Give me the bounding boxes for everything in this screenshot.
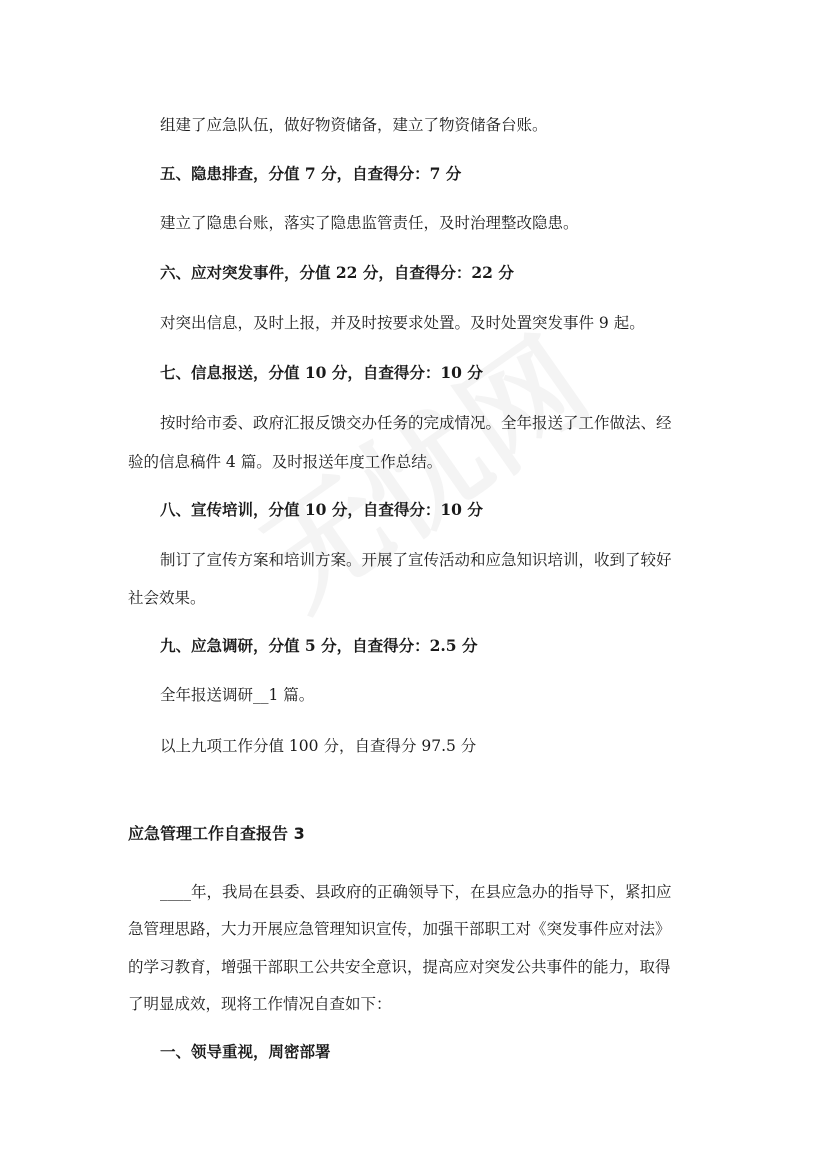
section-heading-6: 六、应对突发事件，分值 22 分，自查得分：22 分 <box>160 263 514 282</box>
paragraph-line: 社会效果。 <box>128 589 206 607</box>
paragraph-line: 按时给市委、政府汇报反馈交办任务的完成情况。全年报送了工作做法、经 <box>160 414 672 432</box>
paragraph-line: 建立了隐患台账，落实了隐患监管责任，及时治理整改隐患。 <box>160 214 579 232</box>
paragraph-line: 全年报送调研__1 篇。 <box>160 686 315 704</box>
section-heading-5: 五、隐患排查，分值 7 分，自查得分：7 分 <box>160 164 462 183</box>
paragraph-line: 对突出信息，及时上报，并及时按要求处置。及时处置突发事件 9 起。 <box>160 314 645 332</box>
paragraph-line: 的学习教育，增强干部职工公共安全意识，提高应对突发公共事件的能力，取得 <box>128 958 671 976</box>
summary-line: 以上九项工作分值 100 分，自查得分 97.5 分 <box>160 737 477 755</box>
paragraph-line: 急管理思路，大力开展应急管理知识宣传，加强干部职工对《突发事件应对法》 <box>128 920 671 938</box>
report-title: 应急管理工作自查报告 3 <box>128 824 305 843</box>
paragraph-line: 组建了应急队伍，做好物资储备，建立了物资储备台账。 <box>160 116 548 134</box>
section-heading-8: 八、宣传培训，分值 10 分，自查得分：10 分 <box>160 500 483 519</box>
paragraph-line: ____年，我局在县委、县政府的正确领导下，在县应急办的指导下，紧扣应 <box>160 883 672 901</box>
paragraph-line: 验的信息稿件 4 篇。及时报送年度工作总结。 <box>128 453 443 471</box>
section-heading-7: 七、信息报送，分值 10 分，自查得分：10 分 <box>160 363 483 382</box>
section-heading-1: 一、领导重视，周密部署 <box>160 1042 331 1061</box>
paragraph-line: 了明显成效，现将工作情况自查如下： <box>128 995 392 1013</box>
paragraph-line: 制订了宣传方案和培训方案。开展了宣传活动和应急知识培训，收到了较好 <box>160 551 672 569</box>
section-heading-9: 九、应急调研，分值 5 分，自查得分：2.5 分 <box>160 636 478 655</box>
